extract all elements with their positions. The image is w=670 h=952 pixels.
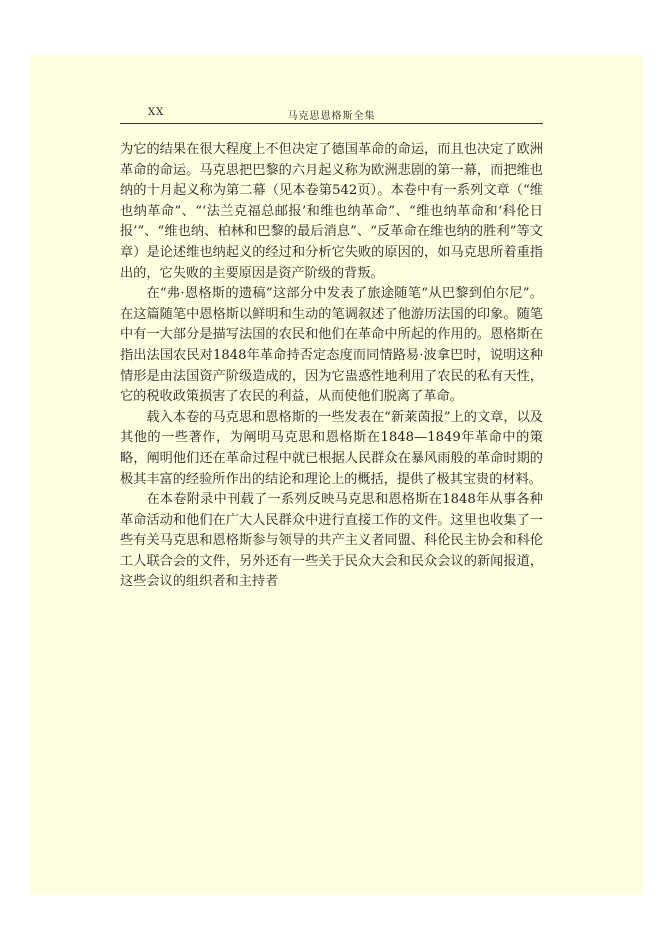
- paragraph-continued: 为它的结果在很大程度上不但决定了德国革命的命运，而且也决定了欧洲革命的命运。马克思把巴黎的六月起义称为欧洲悲剧的第一幕，而把维也纳的十月起义称为第二幕（见本卷第542页）。本卷中有一系列文章（“维也纳革命”、“‘法兰克福总邮报’和维也纳革命”、“维也纳革命和‘科伦日报’”、“维也纳、柏林和巴黎的最后消息”、“反革命在维也纳的胜利”等文章）是论述维也纳起义的经过和分析它失败的原因的，如马克思所着重指出的，它失败的主要原因是资产阶级的背叛。: [120, 142, 543, 281]
- paragraph: 在“弗·恩格斯的遗稿”这部分中发表了旅途随笔“从巴黎到伯尔尼”。在这篇随笔中恩格斯以鲜明和生动的笔调叙述了他游历法国的印象。随笔中有一大部分是描写法国的农民和他们在革命中所起的作用的。恩格斯在指出法国农民对1848年革命持否定态度而同情路易·波拿巴时，说明这种情形是由法国资产阶级造成的，因为它蛊惑性地利用了农民的私有天性，它的税收政策损害了农民的利益，从而使他们脱离了革命。: [120, 286, 543, 405]
- running-header: [120, 103, 543, 124]
- book-title: 马克思恩格斯全集: [287, 111, 376, 122]
- paragraph: 载入本卷的马克思和恩格斯的一些发表在“新莱茵报”上的文章，以及其他的一些著作，为阐明马克思和恩格斯在1848—1849年革命中的策略，阐明他们还在革命过程中就已根据人民群众在暴风雨般的革命时期的极其丰富的经验所作出的结论和理论上的概括，提供了极其宝贵的材料。: [120, 409, 543, 487]
- page-number: XX: [148, 107, 165, 118]
- page-body: [120, 140, 543, 593]
- paragraph: 在本卷附录中刊载了一系列反映马克思和恩格斯在1848年从事各种革命活动和他们在广大人民群众中进行直接工作的文件。这里也收集了一些有关马克思和恩格斯参与领导的共产主义者同盟、科伦民主协会和科伦工人联合会的文件，另外还有一些关于民众大会和民众会议的新闻报道，这些会议的组织者和主持者: [120, 492, 543, 590]
